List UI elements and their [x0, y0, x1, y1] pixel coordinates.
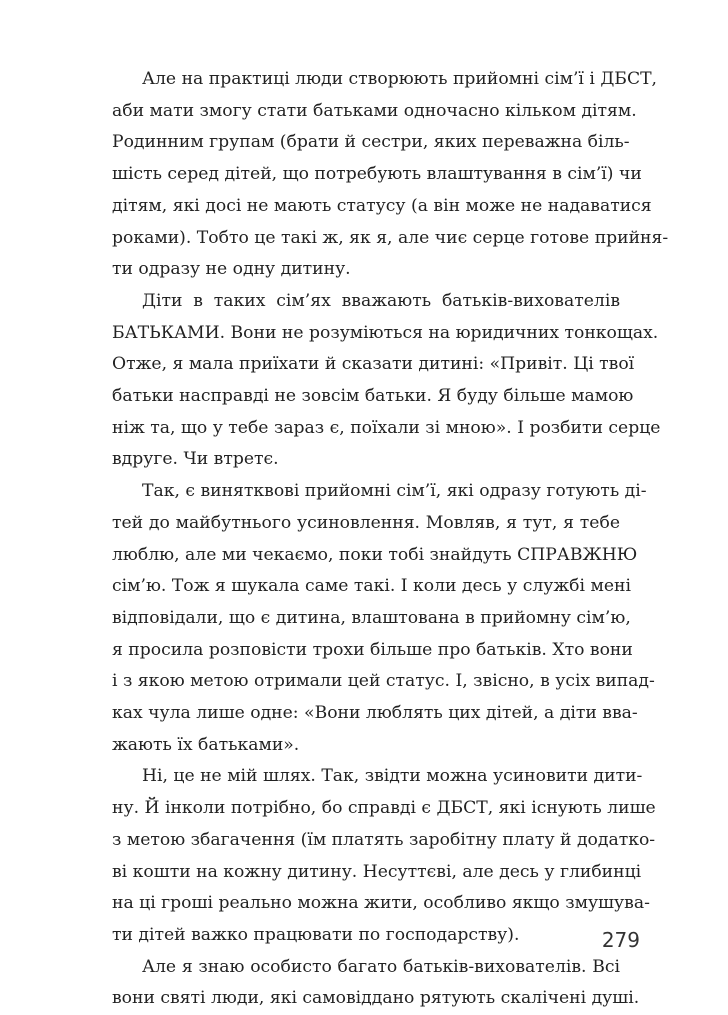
text-line: відповідали, що є дитина, влаштована в прийомну сім’ю, — [112, 607, 631, 628]
text-line: роками). Тобто це такі ж, як я, але чиє серце готове прийня- — [112, 227, 669, 248]
page-number: 279 — [601, 928, 640, 952]
text-line: ках чула лише одне: «Вони люблять цих дітей, а діти вва- — [112, 703, 638, 724]
text-line: Ні, це не мій шлях. Так, звідти можна усиновити дити- — [142, 766, 643, 787]
text-line: тей до майбутнього усиновлення. Мовляв, я тут, я тебе — [112, 512, 620, 533]
text-line: на ці гроші реально можна жити, особливо якщо змушува- — [112, 893, 650, 914]
text-line: люблю, але ми чекаємо, поки тобі знайдуть СПРАВЖНЮ — [112, 544, 638, 565]
text-line: шість серед дітей, що потребують влаштування в сім’ї) чи — [112, 164, 642, 185]
paragraph-3 — [112, 476, 655, 761]
text-line: Отже, я мала приїхати й сказати дитині: «Привіт. Ці твої — [112, 354, 635, 375]
text-line: ві кошти на кожну дитину. Несуттєві, але десь у глибинці — [112, 861, 642, 882]
text-line: Діти в таких сім’ях вважають батьків-вихователів — [142, 290, 620, 311]
text-line: аби мати змогу стати батьками одночасно кільком дітям. — [112, 100, 637, 121]
text-line: Родинним групам (брати й сестри, яких переважна біль- — [112, 132, 630, 153]
text-line: вони святі люди, які самовіддано рятують скалічені душі. — [112, 988, 640, 1009]
text-line: ти одразу не одну дитину. — [112, 259, 351, 280]
text-line: Але на практиці люди створюють прийомні сім’ї і ДБСТ, — [142, 69, 658, 89]
text-line: жають їх батьками». — [112, 734, 300, 755]
text-line: ну. Й інколи потрібно, бо справді є ДБСТ, які існують лише — [112, 798, 656, 819]
text-line: я просила розповісти трохи більше про батьків. Хто вони — [112, 639, 633, 660]
text-line: батьки насправді не зовсім батьки. Я буду більше мамою — [112, 386, 634, 407]
text-line: Так, є винятквові прийомні сім’ї, які одразу готують ді- — [142, 481, 647, 502]
text-line: вдруге. Чи втретє. — [112, 449, 279, 470]
paragraph-1 — [112, 64, 669, 286]
paragraph-5 — [112, 952, 640, 1015]
text-line: БАТЬКАМИ. Вони не розуміються на юридичних тонкощах. — [112, 322, 659, 343]
text-line: Але я знаю особисто багато батьків-вихователів. Всі — [142, 956, 620, 977]
text-line: сім’ю. Тож я шукала саме такі. І коли десь у службі мені — [112, 576, 631, 597]
text-line: і з якою метою отримали цей статус. І, звісно, в усіх випад- — [112, 671, 655, 692]
text-line: ти дітей важко працювати по господарству). — [112, 924, 520, 945]
text-line: ніж та, що у тебе зараз є, поїхали зі мною». І розбити серце — [112, 417, 661, 438]
text-line: дітям, які досі не мають статусу (а він може не надаватися — [112, 195, 652, 216]
text-line: з метою збагачення (їм платять заробітну плату й додатко- — [112, 829, 656, 850]
paragraph-2 — [112, 286, 661, 476]
